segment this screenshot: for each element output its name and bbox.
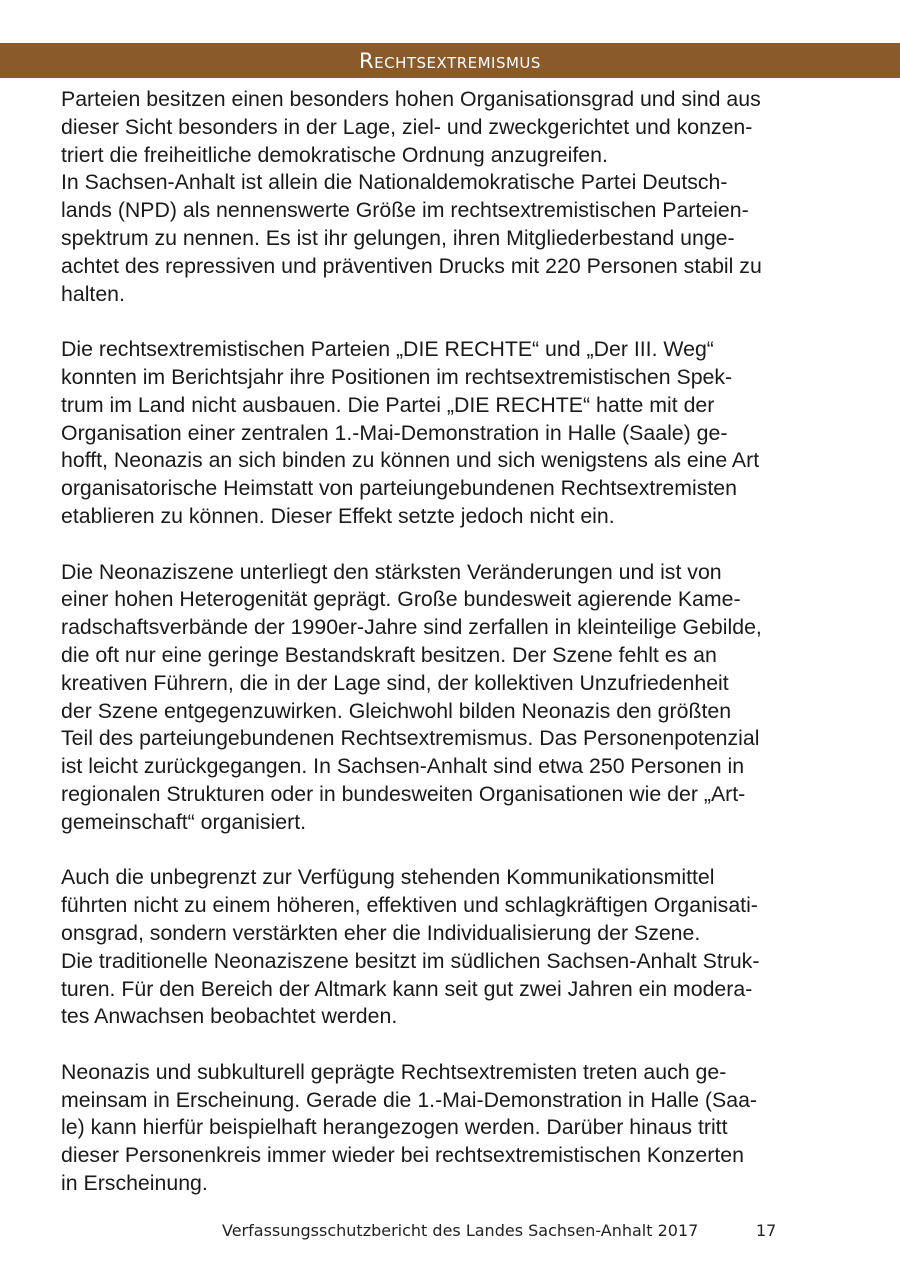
footer-text: Verfassungsschutzbericht des Landes Sachsen-Anhalt 2017 xyxy=(222,1221,699,1240)
text-line: achtet des repressiven und präventiven Drucks mit 220 Personen stabil zu xyxy=(61,253,762,278)
paragraph xyxy=(61,559,851,837)
text-line: die oft nur eine geringe Bestandskraft besitzen. Der Szene fehlt es an xyxy=(61,642,717,667)
text-line: trum im Land nicht ausbauen. Die Partei „DIE RECHTE“ hatte mit der xyxy=(61,392,715,417)
text-line: turen. Für den Bereich der Altmark kann seit gut zwei Jahren ein modera- xyxy=(61,976,753,1001)
paragraph xyxy=(61,864,851,1031)
text-line: dieser Personenkreis immer wieder bei rechtsextremistischen Konzerten xyxy=(61,1143,744,1168)
page-number: 17 xyxy=(756,1221,777,1240)
text-line: ist leicht zurückgegangen. In Sachsen-Anhalt sind etwa 250 Personen in xyxy=(61,754,745,779)
paragraph xyxy=(61,86,851,308)
text-line: einer hohen Heterogenität geprägt. Große bundesweit agierende Kame- xyxy=(61,587,741,612)
text-line: In Sachsen-Anhalt ist allein die Nationaldemokratische Partei Deutsch- xyxy=(61,170,728,195)
text-line: halten. xyxy=(61,281,125,306)
text-line: spektrum zu nennen. Es ist ihr gelungen, ihren Mitgliederbestand unge- xyxy=(61,225,735,250)
text-line: tes Anwachsen beobachtet werden. xyxy=(61,1004,398,1029)
section-title: Rechtsextremismus xyxy=(359,48,541,73)
text-line: radschaftsverbände der 1990er-Jahre sind zerfallen in kleinteilige Gebilde, xyxy=(61,615,762,640)
text-line: in Erscheinung. xyxy=(61,1171,208,1196)
text-line: konnten im Berichtsjahr ihre Positionen im rechtsextremistischen Spek- xyxy=(61,364,733,389)
text-line: meinsam in Erscheinung. Gerade die 1.-Mai-Demonstration in Halle (Saa- xyxy=(61,1087,758,1112)
text-line: Die traditionelle Neonaziszene besitzt im südlichen Sachsen-Anhalt Struk- xyxy=(61,948,760,973)
text-line: Auch die unbegrenzt zur Verfügung stehenden Kommunikationsmittel xyxy=(61,865,715,890)
text-line: regionalen Strukturen oder in bundesweiten Organisationen wie der „Art- xyxy=(61,781,746,806)
text-line: triert die freiheitliche demokratische Ordnung anzugreifen. xyxy=(61,142,608,167)
paragraph xyxy=(61,336,851,531)
section-header-bar xyxy=(0,43,900,78)
text-line: Die rechtsextremistischen Parteien „DIE RECHTE“ und „Der III. Weg“ xyxy=(61,337,714,362)
text-line: Neonazis und subkulturell geprägte Rechtsextremisten treten auch ge- xyxy=(61,1059,727,1084)
text-line: dieser Sicht besonders in der Lage, ziel- und zweckgerichtet und konzen- xyxy=(61,114,753,139)
text-line: onsgrad, sondern verstärkten eher die Individualisierung der Szene. xyxy=(61,920,701,945)
text-line: organisatorische Heimstatt von parteiungebundenen Rechtsextremisten xyxy=(61,476,737,501)
text-line: führten nicht zu einem höheren, effektiven und schlagkräftigen Organisati- xyxy=(61,893,758,918)
text-line: kreativen Führern, die in der Lage sind, der kollektiven Unzufriedenheit xyxy=(61,670,729,695)
text-line: hofft, Neonazis an sich binden zu können und sich wenigstens als eine Art xyxy=(61,448,760,473)
page-footer xyxy=(0,1221,900,1245)
text-line: etablieren zu können. Dieser Effekt setzte jedoch nicht ein. xyxy=(61,503,615,528)
text-line: der Szene entgegenzuwirken. Gleichwohl bilden Neonazis den größten xyxy=(61,698,732,723)
text-line: Teil des parteiungebundenen Rechtsextremismus. Das Personenpotenzial xyxy=(61,726,760,751)
text-line: Organisation einer zentralen 1.-Mai-Demonstration in Halle (Saale) ge- xyxy=(61,420,728,445)
text-line: gemeinschaft“ organisiert. xyxy=(61,809,307,834)
document-body xyxy=(61,86,851,1226)
paragraph xyxy=(61,1059,851,1198)
text-line: lands (NPD) als nennenswerte Größe im rechtsextremistischen Parteien- xyxy=(61,198,749,223)
text-line: le) kann hierfür beispielhaft herangezogen werden. Darüber hinaus tritt xyxy=(61,1115,728,1140)
text-line: Die Neonaziszene unterliegt den stärksten Veränderungen und ist von xyxy=(61,559,722,584)
text-line: Parteien besitzen einen besonders hohen Organisationsgrad und sind aus xyxy=(61,87,761,111)
